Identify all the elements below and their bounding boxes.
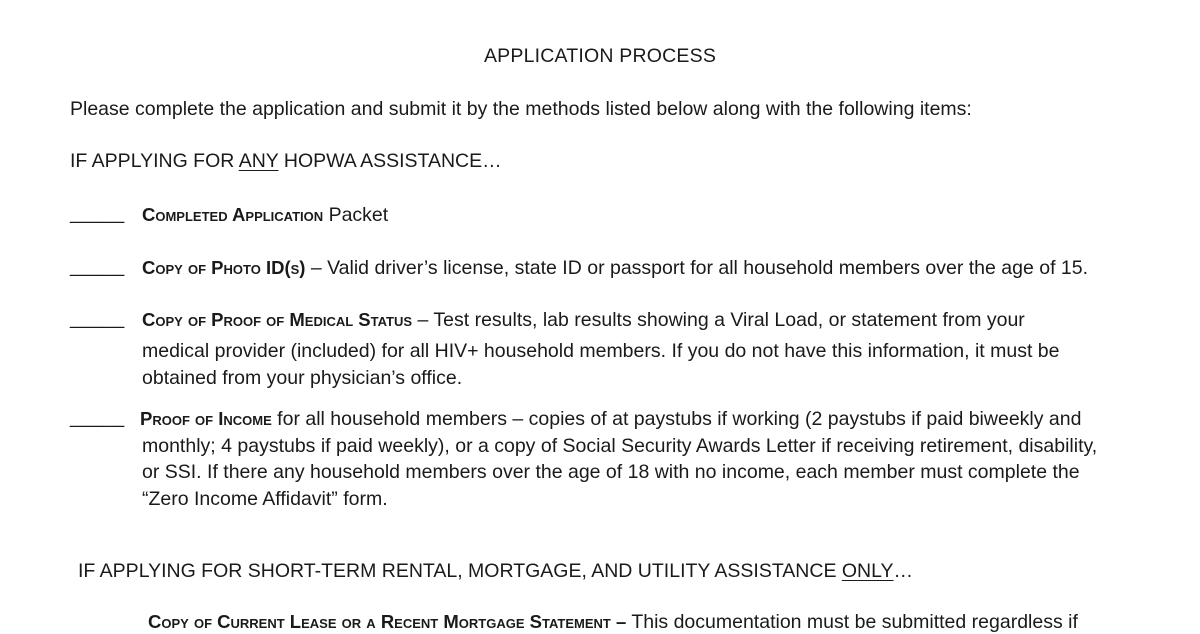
checklist-item-line: or SSI. If there any household members over the age of 18 with no income, each member must complete the xyxy=(142,461,1080,483)
checkbox-blank[interactable]: _____ xyxy=(70,406,125,428)
checklist-item-line xyxy=(142,307,1127,338)
section-heading-only xyxy=(78,560,913,583)
section-heading-suffix: … xyxy=(893,560,914,582)
checklist-item-body xyxy=(142,255,1127,282)
section-heading-emphasis: ONLY xyxy=(841,560,894,582)
page-title: APPLICATION PROCESS xyxy=(483,45,717,67)
section-heading-emphasis: ANY xyxy=(238,150,279,172)
item-text: – Valid driver’s license, state ID or passport for all household members over the age of 15. xyxy=(305,257,1089,279)
checklist-item-line: “Zero Income Affidavit” form. xyxy=(142,487,388,510)
item-text: This documentation must be submitted regardless if xyxy=(626,611,1078,633)
checklist-item-body xyxy=(142,202,1127,229)
checklist-item-body xyxy=(142,307,1127,391)
item-text: – Test results, lab results showing a Viral Load, or statement from your xyxy=(412,309,1025,331)
item-label: Copy of Photo ID(s) xyxy=(142,257,306,278)
checklist-item-line xyxy=(142,202,1127,229)
item-label: Copy of Current Lease or a Recent Mortgage Statement – xyxy=(148,611,627,632)
item-label: Completed Application xyxy=(142,204,324,225)
checklist-item-line: medical provider (included) for all HIV+ household members. If you do not have this information, it must be xyxy=(142,340,1060,362)
item-text: Packet xyxy=(323,204,389,226)
checkbox-blank[interactable]: _____ xyxy=(70,202,125,224)
checklist-item-line xyxy=(142,255,1127,282)
checklist-item-line: monthly; 4 paystubs if paid weekly), or a copy of Social Security Awards Letter if receiving retirement, disability, xyxy=(142,434,1098,457)
item-label: Proof of Income xyxy=(140,408,272,429)
intro-text: Please complete the application and submit it by the methods listed below along with the following items: xyxy=(70,98,972,120)
checklist-item-lease xyxy=(148,611,1078,634)
checkbox-blank[interactable]: _____ xyxy=(70,307,125,329)
checklist-item-line: obtained from your physician’s office. xyxy=(142,366,463,389)
section-heading-suffix: HOPWA ASSISTANCE… xyxy=(278,150,502,172)
section-heading-prefix: IF APPLYING FOR SHORT-TERM RENTAL, MORTGAGE, AND UTILITY ASSISTANCE xyxy=(78,560,842,582)
checkbox-blank[interactable]: _____ xyxy=(70,255,125,277)
section-heading-any xyxy=(70,150,502,173)
section-heading-prefix: IF APPLYING FOR xyxy=(70,150,239,172)
checklist-item-body xyxy=(142,406,1127,512)
checklist-item-line xyxy=(140,406,1127,433)
item-label: Copy of Proof of Medical Status xyxy=(142,309,413,330)
item-text: for all household members – copies of at paystubs if working (2 paystubs if paid biweekly and xyxy=(271,408,1082,430)
